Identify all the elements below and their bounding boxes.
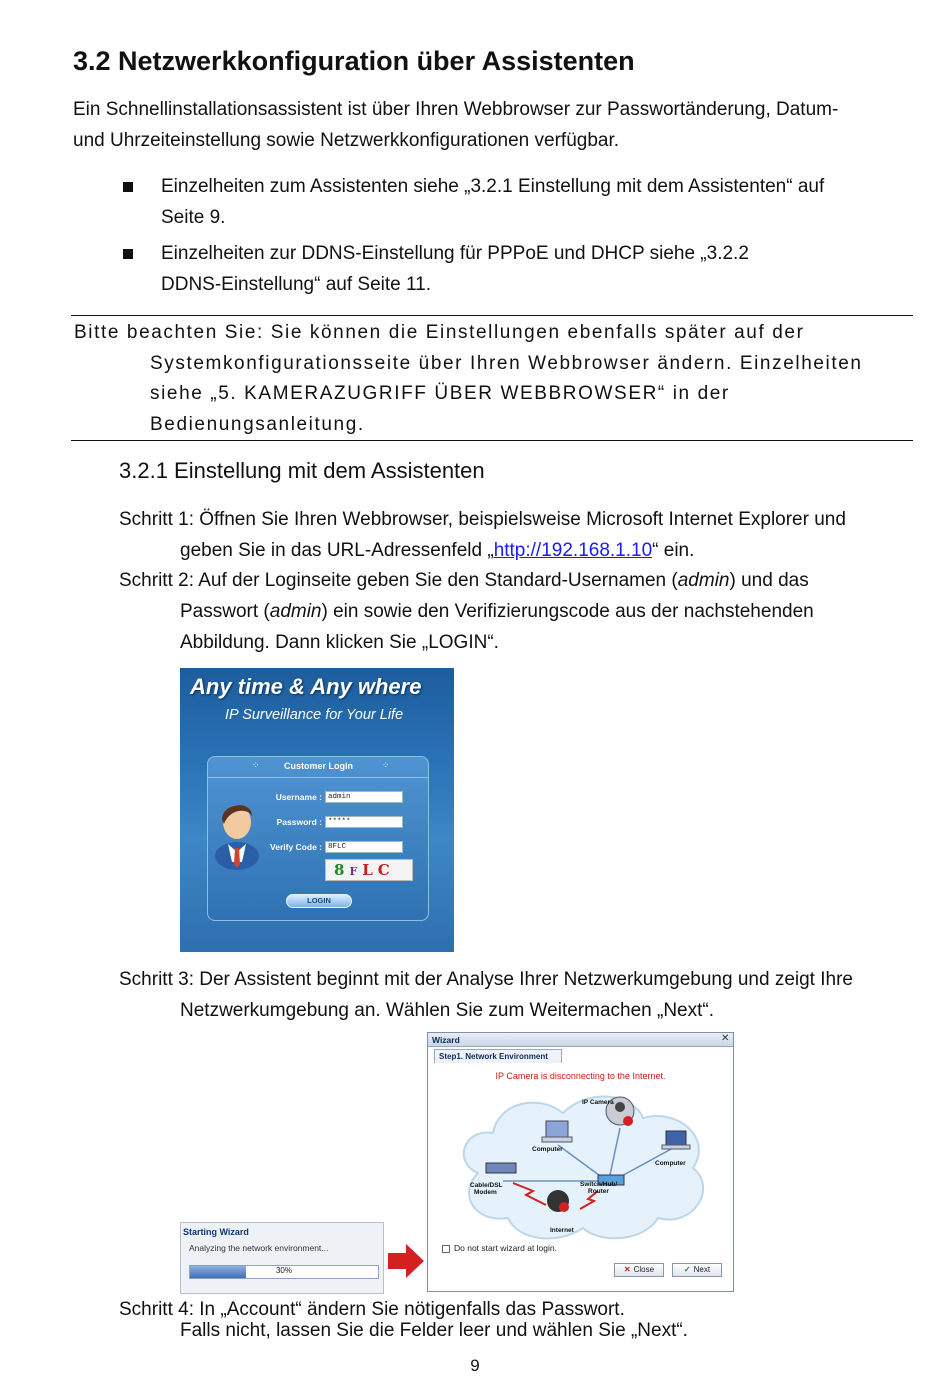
bullet-2-line-2: DDNS-Einstellung“ auf Seite 11.: [161, 274, 431, 295]
step2-line-2: Passwort (admin) ein sowie den Verifizierungscode aus der nachstehenden: [180, 601, 814, 622]
bullet-2-line-1: Einzelheiten zur DDNS-Einstellung für PPPoE und DHCP siehe „3.2.2: [161, 243, 749, 264]
bullet-icon: [123, 182, 133, 192]
connection-error-message: IP Camera is disconnecting to the Internet.: [495, 1071, 666, 1081]
starting-wizard-status: Analyzing the network environment...: [189, 1243, 329, 1253]
wizard-title: Wizard: [432, 1035, 460, 1045]
step3-line-1: Schritt 3: Der Assistent beginnt mit der Analyse Ihrer Netzwerkumgebung und zeigt Ihre: [119, 969, 853, 990]
dots-icon: ⁘: [382, 760, 390, 770]
login-panel-title: Customer Login: [284, 761, 353, 771]
password-field[interactable]: *****: [325, 816, 403, 828]
login-tagline: Any time & Any where: [190, 674, 422, 699]
close-button[interactable]: ✕ Close: [614, 1263, 664, 1277]
url-link[interactable]: http://192.168.1.10: [493, 540, 653, 561]
username-field[interactable]: admin: [325, 791, 403, 803]
note-line-3: siehe „5. KAMERAZUGRIFF ÜBER WEBBROWSER“ in der: [150, 383, 730, 404]
section-heading: 3.2 Netzwerkkonfiguration über Assistenten: [73, 46, 635, 76]
intro-line-1: Ein Schnellinstallationsassistent ist über Ihren Webbrowser zur Passwortänderung, Datum-: [73, 99, 839, 120]
bullet-1-line-1: Einzelheiten zum Assistenten siehe „3.2.1 Einstellung mit dem Assistenten“ auf: [161, 176, 825, 197]
tab-network-environment[interactable]: Step1. Network Environment: [434, 1049, 562, 1063]
step4-line-1: Schritt 4: In „Account“ ändern Sie nötigenfalls das Passwort.: [119, 1299, 625, 1320]
step4-line-2: Falls nicht, lassen Sie die Felder leer und wählen Sie „Next“.: [180, 1320, 688, 1341]
divider: [71, 440, 913, 441]
page-number: 9: [470, 1356, 480, 1375]
login-button[interactable]: LOGIN: [286, 894, 352, 908]
no-start-checkbox[interactable]: [442, 1245, 450, 1253]
note-line-4: Bedienungsanleitung.: [150, 414, 365, 435]
password-label: Password :: [276, 817, 322, 827]
starting-wizard-title: Starting Wizard: [183, 1227, 249, 1237]
bullet-1-line-2: Seite 9.: [161, 207, 226, 228]
node-label-switch: Switch/Hub/: [580, 1181, 618, 1188]
note-line-2: Systemkonfigurationsseite über Ihren Webbrowser ändern. Einzelheiten: [150, 353, 863, 374]
next-button[interactable]: ✓ Next: [672, 1263, 722, 1277]
subsection-heading: 3.2.1 Einstellung mit dem Assistenten: [119, 458, 485, 483]
step1-line-2: geben Sie in das URL-Adressenfeld „http://192.168.1.10“ ein.: [180, 540, 695, 561]
verify-code-field[interactable]: 8FLC: [325, 841, 403, 853]
progress-text: 30%: [275, 1266, 292, 1275]
check-icon: ✓: [683, 1265, 691, 1274]
node-label-switch: Router: [588, 1188, 609, 1195]
node-label-computer: Computer: [655, 1160, 686, 1167]
username-label: Username :: [275, 792, 322, 802]
close-icon: ✕: [623, 1265, 631, 1274]
login-subtagline: IP Surveillance for Your Life: [225, 707, 404, 723]
node-label-computer: Computer: [532, 1146, 563, 1153]
divider: [71, 315, 913, 316]
node-label-ip-camera: IP Camera: [582, 1099, 614, 1106]
step3-line-2: Netzwerkumgebung an. Wählen Sie zum Weitermachen „Next“.: [180, 1000, 714, 1021]
login-screenshot: [180, 668, 454, 952]
arrow-right-icon: [388, 1244, 424, 1278]
starting-wizard-dialog: [180, 1222, 384, 1294]
node-label-internet: Internet: [550, 1227, 574, 1234]
bullet-icon: [123, 249, 133, 259]
wizard-window: [427, 1032, 734, 1292]
intro-line-2: und Uhrzeiteinstellung sowie Netzwerkkonfigurationen verfügbar.: [73, 130, 620, 151]
captcha-image: 8FLC: [325, 859, 413, 881]
verify-code-label: Verify Code :: [270, 842, 322, 852]
step2-line-1: Schritt 2: Auf der Loginseite geben Sie den Standard-Usernamen (admin) und das: [119, 570, 809, 591]
note-line-1: Bitte beachten Sie: Sie können die Einstellungen ebenfalls später auf der: [74, 322, 805, 343]
dots-icon: ⁘: [252, 760, 260, 770]
close-icon[interactable]: ✕: [721, 1033, 730, 1044]
node-label-modem: Modem: [474, 1189, 497, 1196]
step1-line-1: Schritt 1: Öffnen Sie Ihren Webbrowser, beispielsweise Microsoft Internet Explorer und: [119, 509, 846, 530]
node-label-modem: Cable/DSL: [470, 1182, 503, 1189]
wizard-titlebar: [428, 1033, 733, 1047]
no-start-checkbox-label: Do not start wizard at login.: [454, 1243, 557, 1253]
step2-line-3: Abbildung. Dann klicken Sie „LOGIN“.: [180, 632, 499, 653]
